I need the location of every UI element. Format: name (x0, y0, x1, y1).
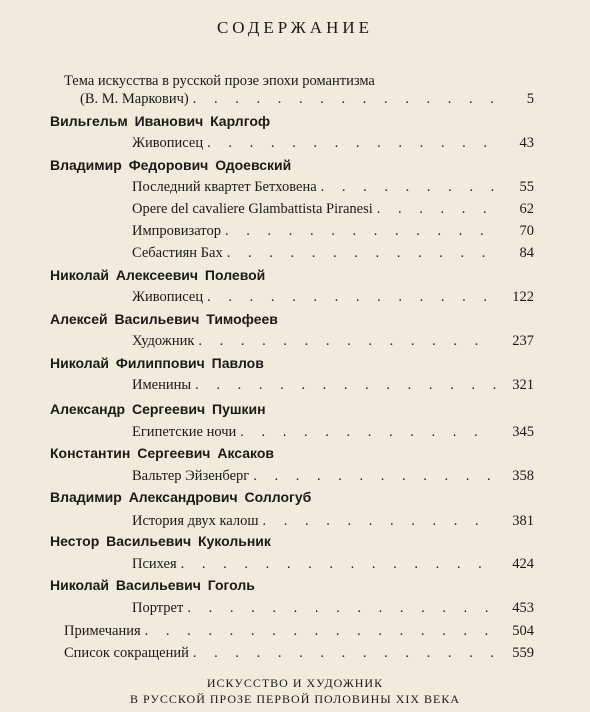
toc-entry (132, 222, 534, 240)
footer-line1: ИСКУССТВО И ХУДОЖНИК (206, 676, 384, 690)
page-number: 358 (512, 468, 534, 484)
leader-dots (253, 467, 496, 485)
intro-title-line2: (В. М. Маркович) (80, 91, 189, 107)
author-heading: Нестор Васильевич Кукольник (50, 533, 271, 549)
page-number: 504 (512, 623, 534, 639)
page-number: 43 (519, 135, 534, 151)
leader-dots (377, 200, 496, 218)
page-number: 84 (519, 245, 534, 261)
page-title: СОДЕРЖАНИЕ (216, 18, 374, 37)
toc-entry (132, 244, 534, 262)
author-heading: Константин Сергеевич Аксаков (50, 445, 274, 461)
toc-entry (132, 178, 534, 196)
toc-entry (132, 376, 534, 394)
page-number: 70 (519, 223, 534, 239)
intro-title-line1: Тема искусства в русской прозе эпохи романтизма (64, 73, 375, 89)
page-number: 62 (519, 201, 534, 217)
work-title: Вальтер Эйзенберг (132, 468, 250, 484)
leader-dots (145, 622, 496, 640)
work-title: Живописец (132, 289, 204, 305)
leader-dots (207, 134, 496, 152)
leader-dots (321, 178, 496, 196)
work-title: Именины (132, 377, 192, 393)
toc-entry (132, 599, 534, 617)
toc-entry (132, 332, 534, 350)
work-title: Психея (132, 556, 177, 572)
author-heading: Александр Сергеевич Пушкин (50, 401, 266, 417)
work-title: Художник (132, 333, 195, 349)
work-title: Египетские ночи (132, 424, 237, 440)
leader-dots (193, 644, 496, 662)
toc-entry (132, 555, 534, 573)
work-title: Последний квартет Бетховена (132, 179, 317, 195)
leader-dots (207, 288, 496, 306)
page-number: 5 (526, 91, 534, 107)
toc-entry (132, 423, 534, 441)
page-number: 559 (512, 645, 534, 661)
author-heading: Владимир Александрович Соллогуб (50, 489, 312, 505)
toc-entry (132, 134, 534, 152)
page-number: 122 (512, 289, 534, 305)
leader-dots (195, 376, 496, 394)
leader-dots (263, 512, 497, 530)
toc-entry (132, 200, 534, 218)
page-number: 424 (512, 556, 534, 572)
work-title: Себастиян Бах (132, 245, 223, 261)
author-heading: Алексей Васильевич Тимофеев (50, 311, 278, 327)
leader-dots (225, 222, 496, 240)
work-title: Живописец (132, 135, 204, 151)
page-number: 345 (512, 424, 534, 440)
work-title: Импровизатор (132, 223, 221, 239)
intro-entry (80, 90, 534, 108)
leader-dots (187, 599, 496, 617)
work-title: Примечания (64, 623, 141, 639)
page-number: 55 (519, 179, 534, 195)
leader-dots (240, 423, 496, 441)
author-heading: Вильгельм Иванович Карлгоф (50, 113, 271, 129)
work-title: Портрет (132, 600, 184, 616)
work-title: Opere del cavaliere Glambattista Piranesi (132, 201, 373, 217)
toc-entry-abbreviations (64, 644, 534, 662)
work-title: Список сокращений (64, 645, 189, 661)
page-number: 453 (512, 600, 534, 616)
author-heading: Николай Алексеевич Полевой (50, 267, 266, 283)
author-heading: Николай Филиппович Павлов (50, 355, 264, 371)
toc-entry (132, 288, 534, 306)
toc-entry-notes (64, 622, 534, 640)
leader-dots (181, 555, 496, 573)
author-heading: Николай Васильевич Гоголь (50, 577, 255, 593)
leader-dots (193, 90, 496, 108)
toc-entry (132, 467, 534, 485)
leader-dots (198, 332, 496, 350)
leader-dots (227, 244, 496, 262)
page-number: 321 (512, 377, 534, 393)
author-heading: Владимир Федорович Одоевский (50, 157, 292, 173)
toc-entry (132, 512, 534, 530)
work-title: История двух калош (132, 513, 259, 529)
page-number: 381 (512, 513, 534, 529)
footer-line2: В РУССКОЙ ПРОЗЕ ПЕРВОЙ ПОЛОВИНЫ XIX ВЕКА (129, 692, 461, 706)
page-number: 237 (512, 333, 534, 349)
